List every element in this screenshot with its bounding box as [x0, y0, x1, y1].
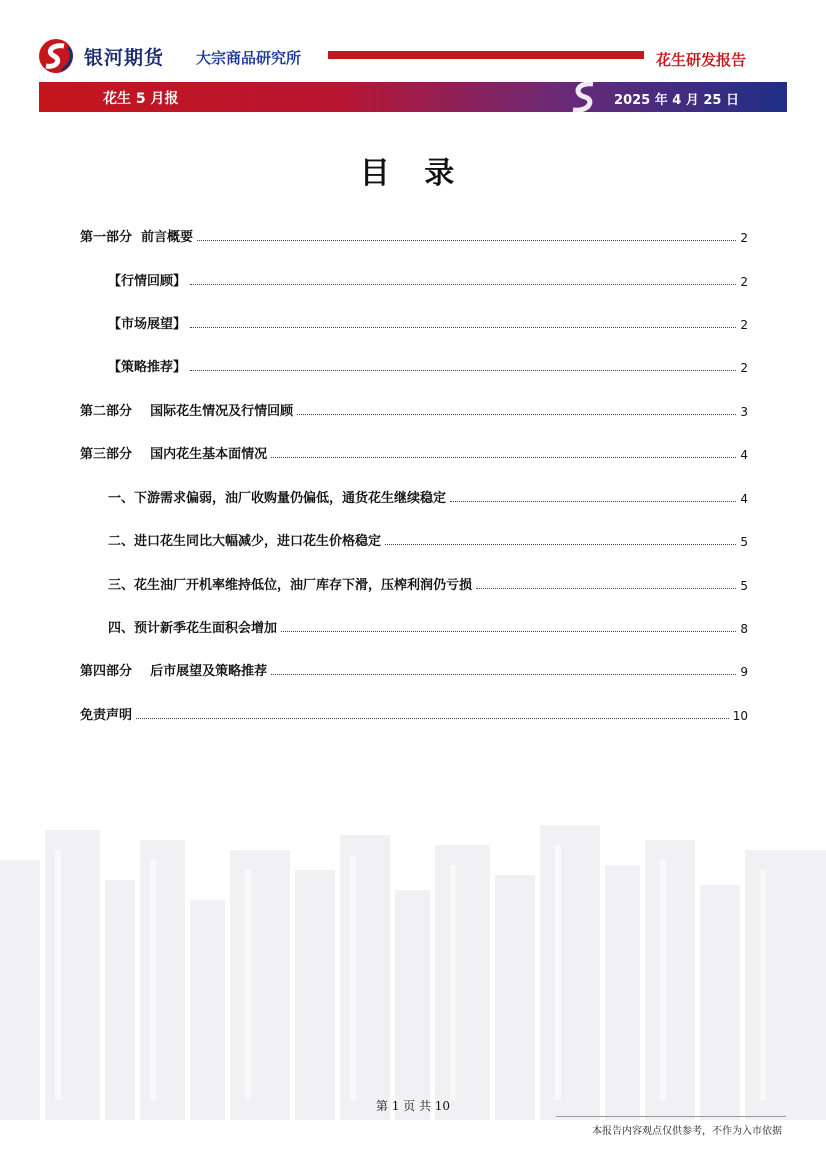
toc-entry[interactable]: [108, 312, 748, 332]
banner-title: 花生 5 月报: [103, 91, 179, 107]
toc-page-number: 8: [740, 622, 748, 636]
report-date: 2025 年 4 月 25 日: [614, 93, 739, 108]
toc-leader-dots: [385, 544, 736, 545]
toc-page-number: 3: [740, 405, 748, 419]
toc-entry[interactable]: [80, 442, 748, 462]
toc-entry[interactable]: [108, 529, 748, 549]
toc-entry[interactable]: [108, 269, 748, 289]
toc-leader-dots: [297, 414, 736, 415]
toc-entry-text: 三、花生油厂开机率维持低位，油厂库存下滑，压榨利润仍亏损: [108, 578, 473, 593]
toc-entry[interactable]: [80, 225, 748, 245]
toc-leader-dots: [281, 631, 736, 632]
toc-leader-dots: [271, 674, 736, 675]
toc-page-number: 9: [740, 665, 748, 679]
galaxy-futures-logo-icon: [38, 38, 78, 74]
city-skyline-watermark: [0, 820, 826, 1120]
toc-page-number: 5: [740, 579, 748, 593]
toc-leader-dots: [190, 370, 736, 371]
toc-entry-text: 二、进口花生同比大幅减少，进口花生价格稳定: [108, 534, 382, 549]
toc-entry-text: 第四部分 后市展望及策略推荐: [80, 664, 268, 679]
toc-page-number: 10: [732, 709, 748, 723]
toc-page-number: 4: [740, 448, 748, 462]
toc-leader-dots: [190, 284, 736, 285]
toc-entry-text: 一、下游需求偏弱，油厂收购量仍偏低，通货花生继续稳定: [108, 491, 447, 506]
toc-page-number: 2: [740, 275, 748, 289]
page-indicator: 第 1 页 共 10: [375, 1099, 451, 1113]
toc-entry[interactable]: [108, 573, 748, 593]
toc-page-number: 5: [740, 535, 748, 549]
brand-name: 银河期货: [84, 47, 165, 69]
toc-entry-text: 第二部分 国际花生情况及行情回顾: [80, 404, 294, 419]
report-type: 花生研发报告: [656, 51, 747, 69]
toc-leader-dots: [197, 240, 736, 241]
toc-entry[interactable]: [108, 616, 748, 636]
toc-page-number: 2: [740, 361, 748, 375]
toc-entry[interactable]: [108, 355, 748, 375]
toc-leader-dots: [450, 501, 736, 502]
toc-page-number: 2: [740, 231, 748, 245]
institute-name: 大宗商品研究所: [196, 49, 302, 67]
s-wave-icon: [559, 82, 609, 112]
toc-entry-text: 【市场展望】: [108, 317, 187, 332]
toc-entry[interactable]: [80, 659, 748, 679]
toc-leader-dots: [476, 588, 736, 589]
footer-divider: [556, 1116, 786, 1117]
toc-entry-text: 免责声明: [80, 708, 133, 723]
toc-entry-text: 【行情回顾】: [108, 274, 187, 289]
toc-leader-dots: [136, 718, 729, 719]
toc-leader-dots: [190, 327, 736, 328]
title-banner: [39, 82, 787, 112]
toc-title: 目 录: [359, 156, 467, 191]
toc-page-number: 2: [740, 318, 748, 332]
header-accent-bar: [328, 51, 644, 59]
toc-entry-text: 第一部分 前言概要: [80, 230, 194, 245]
toc-entry[interactable]: [80, 703, 748, 723]
toc-entry[interactable]: [80, 399, 748, 419]
toc-entry-text: 四、预计新季花生面积会增加: [108, 621, 278, 636]
toc-entry-text: 【策略推荐】: [108, 360, 187, 375]
toc-leader-dots: [271, 457, 736, 458]
toc-page-number: 4: [740, 492, 748, 506]
footer-disclaimer: 本报告内容观点仅供参考，不作为入市依据: [592, 1126, 782, 1137]
toc-entry[interactable]: [108, 486, 748, 506]
toc-entry-text: 第三部分 国内花生基本面情况: [80, 447, 268, 462]
